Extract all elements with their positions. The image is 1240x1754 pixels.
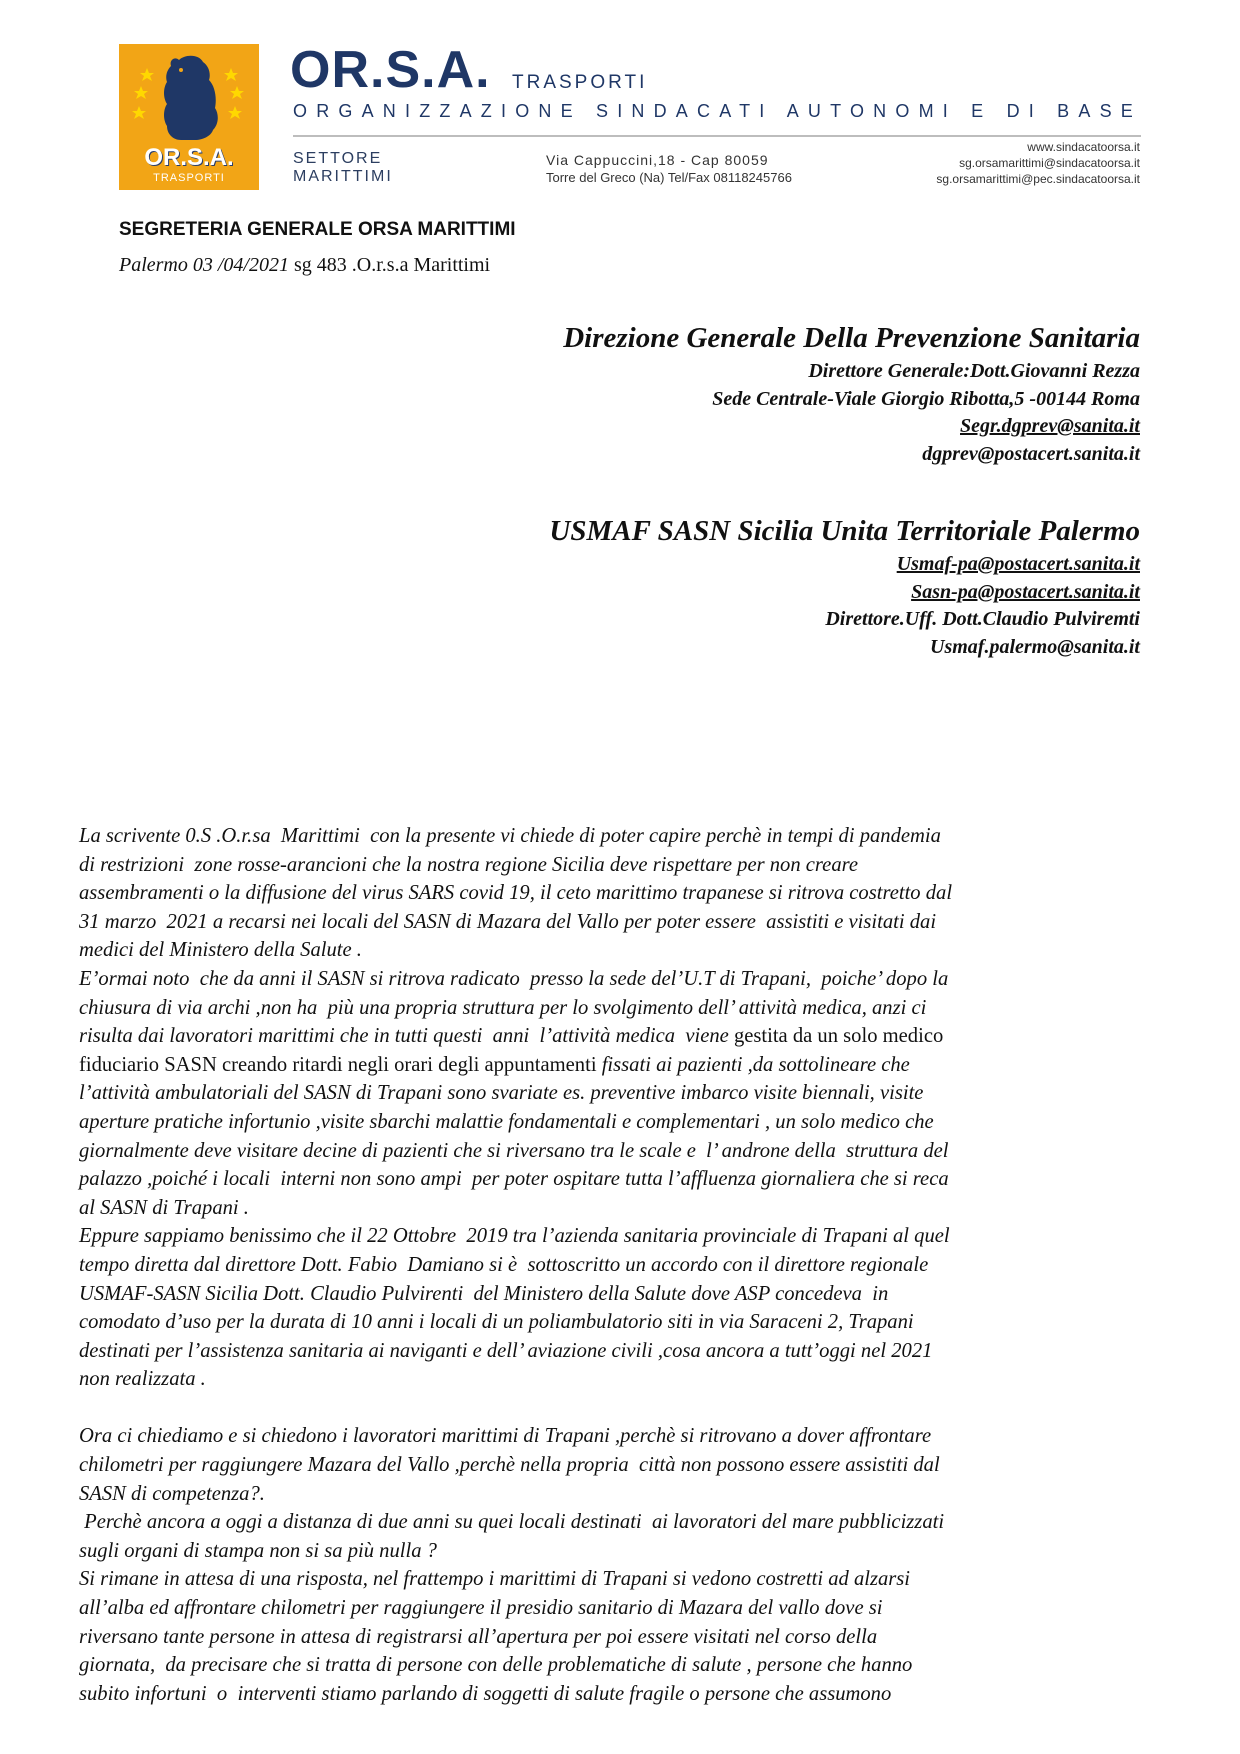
logo-sub: TRASPORTI bbox=[153, 172, 225, 184]
body-line: E’ormai noto che da anni il SASN si ritrova radicato presso la sede del’U.T di Trapani, poiche’ dopo la bbox=[79, 967, 949, 990]
header-divider bbox=[293, 135, 1141, 137]
recipient-title: USMAF SASN Sicilia Unita Territoriale Palermo bbox=[549, 515, 1140, 547]
secretariat-heading: SEGRETERIA GENERALE ORSA MARITTIMI bbox=[119, 219, 516, 240]
recipient-email-link[interactable]: dgprev@postacert.sanita.it bbox=[922, 442, 1140, 465]
body-line: subito infortuni o interventi stiamo parlando di soggetti di salute fragile o persone che assumono bbox=[79, 1682, 892, 1705]
body-line: Ora ci chiediamo e si chiedono i lavoratori marittimi di Trapani ,perchè si ritrovano a dover affrontare bbox=[79, 1425, 932, 1448]
body-line: Eppure sappiamo benissimo che il 22 Ottobre 2019 tra l’azienda sanitaria provinciale di Trapani al quel bbox=[79, 1225, 950, 1248]
body-line: La scrivente 0.S .O.r.sa Marittimi con la presente vi chiede di poter capire perchè in tempi di pandemia bbox=[79, 825, 941, 847]
body-line: comodato d’uso per la durata di 10 anni i locali di un poliambulatorio siti in via Saraceni 2, Trapani bbox=[79, 1311, 914, 1334]
recipient-email-link[interactable]: Usmaf.palermo@sanita.it bbox=[930, 635, 1140, 658]
recipient-line: Sede Centrale-Viale Giorgio Ribotta,5 -00144 Roma bbox=[712, 387, 1140, 410]
recipient-email-link[interactable]: Sasn-pa@postacert.sanita.it bbox=[911, 580, 1140, 603]
body-line: chilometri per raggiungere Mazara del Vallo ,perchè nella propria città non possono essere assistiti dal bbox=[79, 1454, 940, 1477]
orsa-logo bbox=[119, 44, 259, 190]
body-line: di restrizioni zone rosse-arancioni che la nostra regione Sicilia deve rispettare per non creare bbox=[79, 853, 859, 876]
recipient-block bbox=[563, 318, 1140, 468]
body-segment: fissati ai pazienti ,da sottolineare che bbox=[601, 1053, 910, 1076]
paragraph-gap bbox=[79, 1394, 1149, 1423]
protocol-ref: sg 483 .O.r.s.a Marittimi bbox=[289, 254, 491, 276]
body-line: riversano tante persone in attesa di registrarsi all’apertura per poi essere visitati nel corso della bbox=[79, 1625, 878, 1648]
address-line: Via Cappuccini,18 - Cap 80059 bbox=[546, 152, 769, 168]
dateline bbox=[119, 254, 490, 277]
brand-sub: TRASPORTI bbox=[512, 72, 648, 93]
body-line bbox=[79, 1051, 1149, 1080]
body-line: 31 marzo 2021 a recarsi nei locali del SASN di Mazara del Vallo per poter essere assistiti e visitati dai bbox=[79, 910, 937, 933]
logo-name: OR.S.A. bbox=[144, 144, 234, 171]
body-line: all’alba ed affrontare chilometri per raggiungere il presidio sanitario di Mazara del vallo dove si bbox=[79, 1597, 883, 1620]
email-link[interactable]: sg.orsamarittimi@sindacatoorsa.it bbox=[959, 156, 1140, 170]
body-segment: fiduciario SASN creando ritardi negli orari degli appuntamenti bbox=[79, 1053, 602, 1076]
letter-date: Palermo 03 /04/2021 bbox=[119, 254, 289, 276]
body-line: medici del Ministero della Salute . bbox=[79, 939, 362, 962]
recipient-block bbox=[549, 511, 1140, 661]
sector-line: SETTORE bbox=[293, 150, 383, 167]
letter-body bbox=[79, 822, 1149, 1708]
sector-label bbox=[293, 150, 393, 186]
body-line: assembramenti o la diffusione del virus SARS covid 19, il ceto marittimo trapanese si ritrova costretto dal bbox=[79, 882, 953, 905]
body-line: palazzo ,poiché i locali interni non sono ampi per poter ospitare tutta l’affluenza giornaliera che si reca bbox=[79, 1168, 949, 1191]
body-line: Si rimane in attesa di una risposta, nel frattempo i marittimi di Trapani si vedono costretti ad alzarsi bbox=[79, 1568, 911, 1591]
body-line bbox=[79, 1022, 1149, 1051]
address-line: Torre del Greco (Na) Tel/Fax 08118245766 bbox=[546, 170, 792, 185]
body-line: destinati per l’assistenza sanitaria ai naviganti e dell’ aviazione civili ,cosa ancora a tutt’oggi nel 2021 bbox=[79, 1339, 933, 1362]
recipient-email-link[interactable]: Segr.dgprev@sanita.it bbox=[960, 415, 1140, 438]
website-link[interactable]: www.sindacatoorsa.it bbox=[1027, 140, 1140, 154]
address-block bbox=[546, 152, 792, 186]
email-link[interactable]: sg.orsamarittimi@pec.sindacatoorsa.it bbox=[936, 172, 1140, 186]
body-line: giornata, da precisare che si tratta di persone con delle problematiche di salute , persone che hanno bbox=[79, 1654, 913, 1677]
body-line: USMAF-SASN Sicilia Dott. Claudio Pulvirenti del Ministero della Salute dove ASP concedeva in bbox=[79, 1282, 889, 1305]
body-line: sugli organi di stampa non si sa più nulla ? bbox=[79, 1539, 437, 1562]
body-line: Perchè ancora a oggi a distanza di due anni su quei locali destinati ai lavoratori del mare pubblicizzati bbox=[79, 1511, 945, 1534]
body-segment: risulta dai lavoratori marittimi che in tutti questi anni l’attività medica viene bbox=[79, 1025, 734, 1048]
contacts-block bbox=[936, 139, 1140, 187]
recipient-email-link[interactable]: Usmaf-pa@postacert.sanita.it bbox=[896, 553, 1140, 575]
body-line: giornalmente deve visitare decine di pazienti che si riversano tra le scale e l’ androne della struttura del bbox=[79, 1139, 949, 1162]
recipient-line: Direttore Generale:Dott.Giovanni Rezza bbox=[808, 360, 1140, 382]
recipient-title: Direzione Generale Della Prevenzione Sanitaria bbox=[563, 322, 1140, 354]
body-line: non realizzata . bbox=[79, 1368, 206, 1391]
body-line: l’attività ambulatoriali del SASN di Trapani sono svariate es. preventive imbarco visite biennali, visite bbox=[79, 1082, 924, 1105]
body-line: tempo diretta dal direttore Dott. Fabio Damiano si è sottoscritto un accordo con il direttore regionale bbox=[79, 1253, 929, 1276]
body-segment: gestita da un solo medico bbox=[733, 1025, 944, 1048]
sector-line: MARITTIMI bbox=[293, 168, 393, 185]
organization-full-name: ORGANIZZAZIONE SINDACATI AUTONOMI E DI BASE bbox=[293, 101, 1142, 121]
recipient-line: Direttore.Uff. Dott.Claudio Pulviremti bbox=[825, 608, 1140, 631]
body-line: chiusura di via archi ,non ha più una propria struttura per lo svolgimento dell’ attività medica, anzi ci bbox=[79, 996, 927, 1019]
body-line: SASN di competenza?. bbox=[79, 1482, 265, 1505]
brand-name: OR.S.A. bbox=[290, 41, 491, 99]
body-line: aperture pratiche infortunio ,visite sbarchi malattie fondamentali e complementari , un solo medico che bbox=[79, 1110, 934, 1133]
body-line: al SASN di Trapani . bbox=[79, 1196, 249, 1219]
